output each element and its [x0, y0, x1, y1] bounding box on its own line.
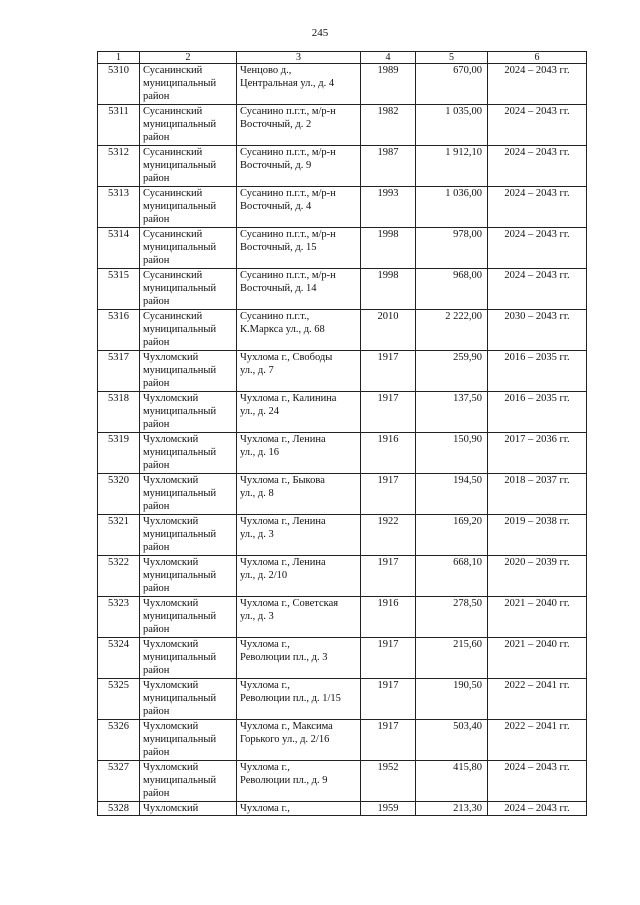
district-cell: Сусанинский муниципальный район	[140, 105, 237, 146]
year-cell: 1998	[361, 228, 416, 269]
district-cell: Сусанинский муниципальный район	[140, 146, 237, 187]
area-cell: 150,90	[416, 433, 488, 474]
district-cell: Чухломский муниципальный район	[140, 515, 237, 556]
table-row	[98, 310, 587, 351]
year-cell: 1982	[361, 105, 416, 146]
district-cell: Чухломский муниципальный район	[140, 433, 237, 474]
address-cell: Сусанино п.г.т., К.Маркса ул., д. 68	[237, 310, 361, 351]
address-cell: Чухлома г., Революции пл., д. 1/15	[237, 679, 361, 720]
column-header-1: 1	[98, 52, 140, 64]
area-cell: 1 035,00	[416, 105, 488, 146]
area-cell: 2 222,00	[416, 310, 488, 351]
row-number-cell: 5316	[98, 310, 140, 351]
address-cell: Сусанино п.г.т., м/р-н Восточный, д. 14	[237, 269, 361, 310]
year-cell: 1917	[361, 720, 416, 761]
address-cell: Чухлома г.,	[237, 802, 361, 816]
row-number-cell: 5325	[98, 679, 140, 720]
address-cell: Чухлома г., Революции пл., д. 3	[237, 638, 361, 679]
area-cell: 1 912,10	[416, 146, 488, 187]
address-cell: Чухлома г., Ленина ул., д. 2/10	[237, 556, 361, 597]
row-number-cell: 5310	[98, 64, 140, 105]
row-number-cell: 5312	[98, 146, 140, 187]
address-cell: Чухлома г., Ленина ул., д. 3	[237, 515, 361, 556]
year-cell: 1916	[361, 597, 416, 638]
table-row	[98, 802, 587, 816]
district-cell: Сусанинский муниципальный район	[140, 187, 237, 228]
area-cell: 259,90	[416, 351, 488, 392]
period-cell: 2024 – 2043 гг.	[488, 228, 587, 269]
district-cell: Сусанинский муниципальный район	[140, 269, 237, 310]
area-cell: 415,80	[416, 761, 488, 802]
period-cell: 2024 – 2043 гг.	[488, 187, 587, 228]
address-cell: Сусанино п.г.т., м/р-н Восточный, д. 4	[237, 187, 361, 228]
address-cell: Чухлома г., Быкова ул., д. 8	[237, 474, 361, 515]
area-cell: 503,40	[416, 720, 488, 761]
period-cell: 2019 – 2038 гг.	[488, 515, 587, 556]
district-cell: Чухломский муниципальный район	[140, 720, 237, 761]
row-number-cell: 5327	[98, 761, 140, 802]
address-cell: Сусанино п.г.т., м/р-н Восточный, д. 15	[237, 228, 361, 269]
district-cell: Сусанинский муниципальный район	[140, 228, 237, 269]
area-cell: 137,50	[416, 392, 488, 433]
year-cell: 1952	[361, 761, 416, 802]
table-row	[98, 392, 587, 433]
period-cell: 2016 – 2035 гг.	[488, 392, 587, 433]
table-row	[98, 474, 587, 515]
address-cell: Сусанино п.г.т., м/р-н Восточный, д. 2	[237, 105, 361, 146]
period-cell: 2022 – 2041 гг.	[488, 679, 587, 720]
district-cell: Чухломский муниципальный район	[140, 392, 237, 433]
year-cell: 2010	[361, 310, 416, 351]
year-cell: 1989	[361, 64, 416, 105]
district-cell: Чухломский муниципальный район	[140, 638, 237, 679]
area-cell: 213,30	[416, 802, 488, 816]
column-header-4: 4	[361, 52, 416, 64]
table-row	[98, 146, 587, 187]
address-cell: Сусанино п.г.т., м/р-н Восточный, д. 9	[237, 146, 361, 187]
period-cell: 2021 – 2040 гг.	[488, 638, 587, 679]
period-cell: 2024 – 2043 гг.	[488, 269, 587, 310]
district-cell: Чухломский муниципальный район	[140, 474, 237, 515]
year-cell: 1917	[361, 556, 416, 597]
district-cell: Сусанинский муниципальный район	[140, 64, 237, 105]
district-cell: Чухломский	[140, 802, 237, 816]
year-cell: 1917	[361, 638, 416, 679]
district-cell: Чухломский муниципальный район	[140, 597, 237, 638]
address-cell: Чухлома г., Советская ул., д. 3	[237, 597, 361, 638]
row-number-cell: 5324	[98, 638, 140, 679]
area-cell: 169,20	[416, 515, 488, 556]
year-cell: 1993	[361, 187, 416, 228]
area-cell: 194,50	[416, 474, 488, 515]
column-header-5: 5	[416, 52, 488, 64]
year-cell: 1916	[361, 433, 416, 474]
row-number-cell: 5311	[98, 105, 140, 146]
table-row	[98, 761, 587, 802]
table-row	[98, 433, 587, 474]
district-cell: Сусанинский муниципальный район	[140, 310, 237, 351]
year-cell: 1917	[361, 392, 416, 433]
column-header-3: 3	[237, 52, 361, 64]
district-cell: Чухломский муниципальный район	[140, 679, 237, 720]
area-cell: 968,00	[416, 269, 488, 310]
table-row	[98, 556, 587, 597]
address-cell: Чухлома г., Ленина ул., д. 16	[237, 433, 361, 474]
housing-table	[97, 51, 587, 816]
period-cell: 2024 – 2043 гг.	[488, 802, 587, 816]
row-number-cell: 5313	[98, 187, 140, 228]
period-cell: 2016 – 2035 гг.	[488, 351, 587, 392]
address-cell: Чухлома г., Свободы ул., д. 7	[237, 351, 361, 392]
area-cell: 190,50	[416, 679, 488, 720]
table-row	[98, 105, 587, 146]
period-cell: 2024 – 2043 гг.	[488, 105, 587, 146]
page-number: 245	[311, 27, 329, 39]
year-cell: 1998	[361, 269, 416, 310]
district-cell: Чухломский муниципальный район	[140, 351, 237, 392]
address-cell: Чухлома г., Калинина ул., д. 24	[237, 392, 361, 433]
column-header-2: 2	[140, 52, 237, 64]
table-row	[98, 269, 587, 310]
table-row	[98, 720, 587, 761]
area-cell: 215,60	[416, 638, 488, 679]
row-number-cell: 5319	[98, 433, 140, 474]
area-cell: 670,00	[416, 64, 488, 105]
table-header-row	[98, 52, 587, 64]
table-row	[98, 679, 587, 720]
table-row	[98, 597, 587, 638]
table-row	[98, 228, 587, 269]
row-number-cell: 5323	[98, 597, 140, 638]
table-row	[98, 515, 587, 556]
year-cell: 1922	[361, 515, 416, 556]
area-cell: 668,10	[416, 556, 488, 597]
period-cell: 2020 – 2039 гг.	[488, 556, 587, 597]
table-row	[98, 351, 587, 392]
row-number-cell: 5317	[98, 351, 140, 392]
row-number-cell: 5328	[98, 802, 140, 816]
area-cell: 278,50	[416, 597, 488, 638]
address-cell: Чухлома г., Революции пл., д. 9	[237, 761, 361, 802]
table-body	[98, 64, 587, 816]
address-cell: Чухлома г., Максима Горького ул., д. 2/16	[237, 720, 361, 761]
period-cell: 2022 – 2041 гг.	[488, 720, 587, 761]
row-number-cell: 5321	[98, 515, 140, 556]
year-cell: 1917	[361, 351, 416, 392]
district-cell: Чухломский муниципальный район	[140, 556, 237, 597]
row-number-cell: 5318	[98, 392, 140, 433]
period-cell: 2024 – 2043 гг.	[488, 761, 587, 802]
table-row	[98, 64, 587, 105]
column-header-6: 6	[488, 52, 587, 64]
area-cell: 1 036,00	[416, 187, 488, 228]
area-cell: 978,00	[416, 228, 488, 269]
district-cell: Чухломский муниципальный район	[140, 761, 237, 802]
row-number-cell: 5314	[98, 228, 140, 269]
period-cell: 2018 – 2037 гг.	[488, 474, 587, 515]
row-number-cell: 5322	[98, 556, 140, 597]
year-cell: 1917	[361, 474, 416, 515]
period-cell: 2021 – 2040 гг.	[488, 597, 587, 638]
table-row	[98, 187, 587, 228]
period-cell: 2024 – 2043 гг.	[488, 146, 587, 187]
year-cell: 1959	[361, 802, 416, 816]
address-cell: Ченцово д., Центральная ул., д. 4	[237, 64, 361, 105]
period-cell: 2030 – 2043 гг.	[488, 310, 587, 351]
period-cell: 2017 – 2036 гг.	[488, 433, 587, 474]
row-number-cell: 5315	[98, 269, 140, 310]
row-number-cell: 5320	[98, 474, 140, 515]
year-cell: 1987	[361, 146, 416, 187]
row-number-cell: 5326	[98, 720, 140, 761]
table-row	[98, 638, 587, 679]
year-cell: 1917	[361, 679, 416, 720]
period-cell: 2024 – 2043 гг.	[488, 64, 587, 105]
